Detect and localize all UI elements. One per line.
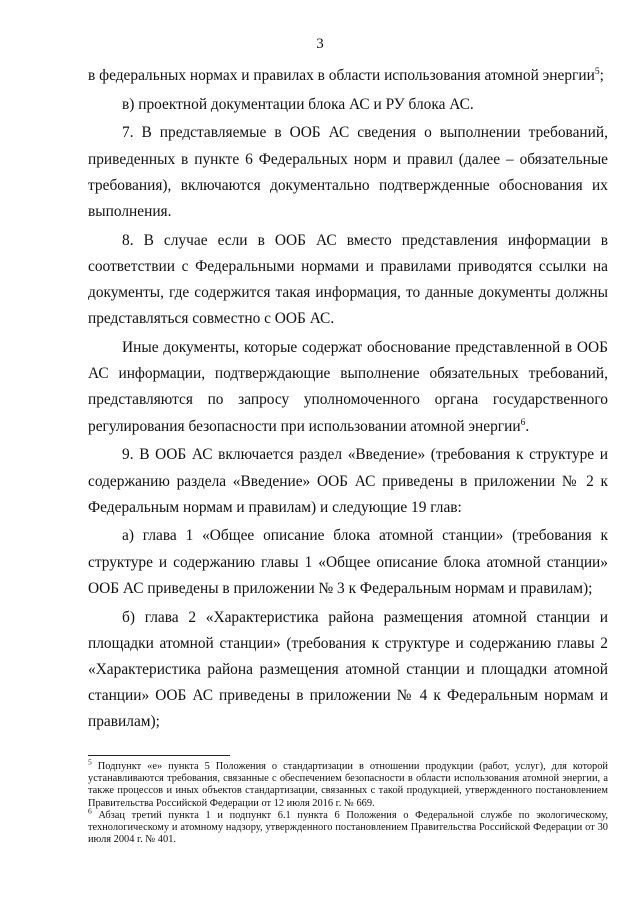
page-number: 3 — [316, 36, 324, 52]
footnote-5 — [88, 757, 608, 810]
paragraph-item-v — [88, 92, 608, 118]
footnote-mark: 6 — [88, 806, 92, 816]
paragraph-text: 8. В случае если в ООБ АС вместо представления информации в соответствии с Федеральными нормами и правилами приводятся ссылки на документы, где содержится такая информация, то данные документы должны представляться совместно с ООБ АС. — [88, 231, 608, 328]
paragraph-other-documents — [88, 335, 608, 440]
paragraph-8 — [88, 228, 608, 333]
footnote-ref: 6 — [520, 417, 526, 428]
paragraph-text: Иные документы, которые содержат обоснование представленной в ООБ АС информации, подтверждающие выполнение обязательных требований, представляются по запросу уполномоченного органа государственного регулирования безопасности при использовании атомной энергии — [88, 339, 608, 435]
paragraph-text: в федеральных нормах и правилах в области использования атомной энергии — [88, 67, 595, 84]
footnote-separator — [88, 755, 230, 756]
paragraph-text: 9. В ООБ АС включается раздел «Введение» (требования к структуре и содержанию раздела «Введение» ООБ АС приведены в приложении № 2 к Федеральным нормам и правилам) и следующие 19 глав: — [88, 446, 608, 516]
paragraph-text: 7. В представляемые в ООБ АС сведения о выполнении требований, приведенных в пункте 6 Федеральных норм и правил (далее – обязательные требования), включаются документально подтвержденные обоснования их выполнения. — [88, 124, 608, 221]
paragraph-text: а) глава 1 «Общее описание блока атомной станции» (требования к структуре и содержанию главы 1 «Общее описание блока атомной станции» ООБ АС приведены в приложении № 3 к Федеральным нормам и правилам); — [88, 527, 608, 597]
paragraph-punctuation: . — [525, 417, 530, 435]
document-body — [88, 63, 608, 738]
footnote-mark: 5 — [88, 757, 92, 767]
paragraph-punctuation: ; — [599, 67, 604, 84]
paragraph-continuation — [88, 63, 608, 89]
footnotes — [88, 757, 608, 846]
paragraph-text: в) проектной документации блока АС и РУ блока АС. — [122, 95, 474, 113]
paragraph-text: б) глава 2 «Характеристика района размещения атомной станции и площадки атомной станции» (требования к структуре и содержанию главы 2 «Характеристика района размещения атомной станции и площадки атомной станции» ООБ АС приведены в приложении № 4 к Федеральным нормам и правилам); — [88, 608, 608, 731]
paragraph-9 — [88, 442, 608, 521]
paragraph-item-a — [88, 523, 608, 602]
footnote-6 — [88, 806, 608, 847]
paragraph-item-b — [88, 605, 608, 736]
footnote-text: Абзац третий пункта 1 и подпункт 6.1 пункта 6 Положения о Федеральной службе по экологическому, технологическому и атомному надзору, утвержденного постановлением Правительства Российской Федерации от 30 июля 2004 г. № 401. — [88, 809, 608, 846]
paragraph-7 — [88, 120, 608, 225]
footnote-ref: 5 — [594, 66, 600, 77]
footnote-text: Подпункт «е» пункта 5 Положения о стандартизации в отношении продукции (работ, услуг), для которой устанавливаются требования, связанные с обеспечением безопасности в области использования атомной энергии, а также процессов и иных объектов стандартизации, связанных с такой продукцией, утвержденного постановлением Правительства Российской Федерации от 12 июля 2016 г. № 669. — [88, 761, 608, 809]
